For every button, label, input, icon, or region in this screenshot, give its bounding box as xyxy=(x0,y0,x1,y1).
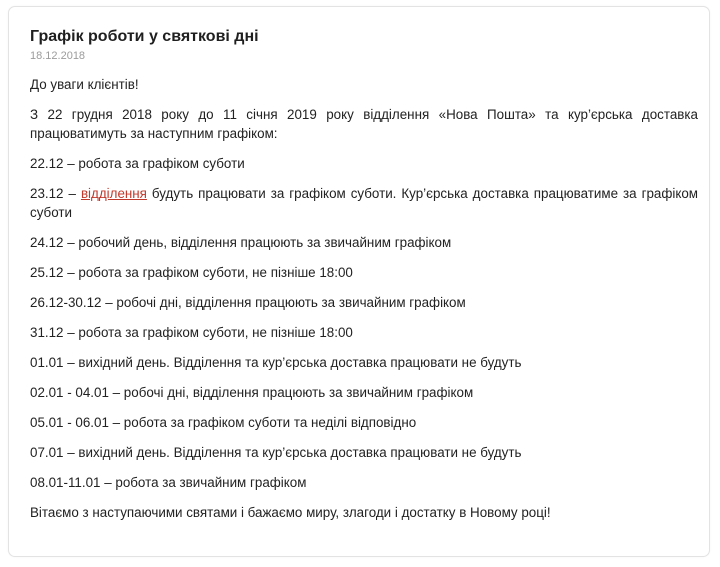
schedule-item: 22.12 – робота за графіком суботи xyxy=(30,156,245,171)
schedule-item: 31.12 – робота за графіком суботи, не пізніше 18:00 xyxy=(30,325,353,340)
schedule-item: 25.12 – робота за графіком суботи, не пізніше 18:00 xyxy=(30,265,353,280)
intro-paragraph: З 22 грудня 2018 року до 11 січня 2019 року відділення «Нова Пошта» та кур’єрська доставка працюватимуть за наступним графіком: xyxy=(30,107,698,141)
news-title: Графік роботи у святкові дні xyxy=(30,28,259,45)
schedule-item: 05.01 - 06.01 – робота за графіком суботи та неділі відповідно xyxy=(30,415,417,430)
greeting-paragraph: До уваги клієнтів! xyxy=(30,77,139,92)
schedule-item xyxy=(30,184,698,222)
schedule-item-prefix: 23.12 – xyxy=(30,186,81,201)
schedule-item: 02.01 - 04.01 – робочі дні, відділення працюють за звичайним графіком xyxy=(30,385,474,400)
branches-link[interactable]: відділення xyxy=(80,186,147,201)
schedule-item: 01.01 – вихідний день. Відділення та кур’єрська доставка працювати не будуть xyxy=(30,355,522,370)
closing-paragraph: Вітаємо з наступаючими святами і бажаємо миру, злагоди і достатку в Новому році! xyxy=(30,505,551,520)
news-content xyxy=(30,27,698,522)
schedule-item: 26.12-30.12 – робочі дні, відділення працюють за звичайним графіком xyxy=(30,295,466,310)
schedule-item-suffix: будуть працювати за графіком суботи. Кур’єрська доставка працюватиме за графіком суботи xyxy=(30,186,698,220)
schedule-item: 08.01-11.01 – робота за звичайним графіком xyxy=(30,475,307,490)
schedule-item: 07.01 – вихідний день. Відділення та кур’єрська доставка працювати не будуть xyxy=(30,445,522,460)
news-body xyxy=(30,75,698,522)
news-card xyxy=(8,6,710,557)
schedule-item: 24.12 – робочий день, відділення працюють за звичайним графіком xyxy=(30,235,452,250)
news-date: 18.12.2018 xyxy=(30,50,86,62)
